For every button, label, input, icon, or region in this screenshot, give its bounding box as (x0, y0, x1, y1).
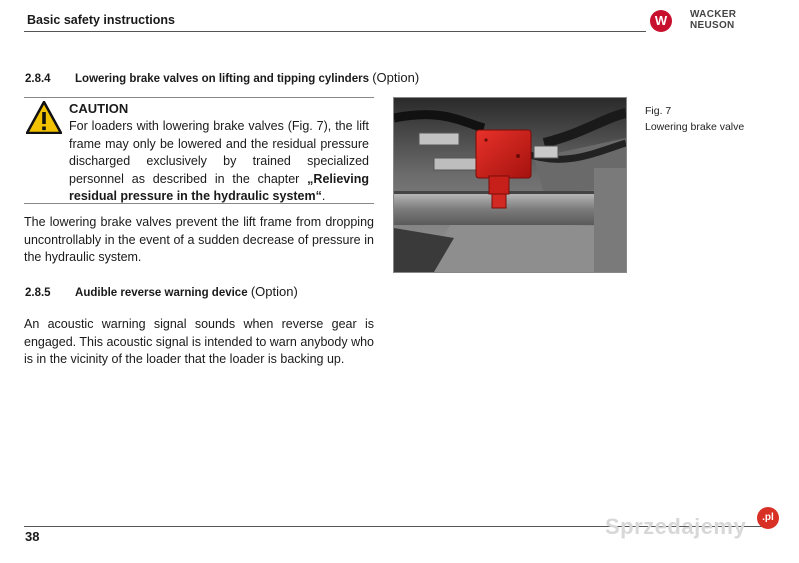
section-number: 2.8.4 (25, 73, 51, 85)
page-header-title: Basic safety instructions (27, 13, 175, 27)
figure-caption (645, 103, 744, 135)
paragraph-lowering-brake-valves: The lowering brake valves prevent the lift frame from dropping uncontrollably in the event of a sudden decrease of pressure in the hydraulic system. (24, 215, 374, 264)
caution-text: For loaders with lowering brake valves (Fig. 7), the lift frame may only be lowered and the residual pressure discharged exclusively by trained specialized personnel as described in the chapter „Relieving residual pressure in the hydraulic system“. (69, 119, 369, 203)
page-number: 38 (25, 529, 40, 544)
section-option: (Option) (372, 70, 420, 85)
section-2-8-5-heading (25, 283, 298, 301)
caution-bottom-divider (24, 203, 374, 204)
paragraph-reverse-warning: An acoustic warning signal sounds when reverse gear is engaged. This acoustic signal is intended to warn anybody who is in the vicinity of the loader that the loader is backing up. (24, 317, 374, 366)
header-divider (24, 31, 646, 32)
section-title: Lowering brake valves on lifting and tipping cylinders (75, 73, 369, 85)
figure-number: Fig. 7 (645, 105, 672, 117)
warning-triangle-icon (26, 101, 62, 134)
hydraulic-valve-illustration (394, 98, 626, 272)
section-option: (Option) (250, 284, 298, 299)
section-2-8-4-heading (25, 69, 419, 87)
logo-line-1: WACKER (690, 9, 737, 20)
caution-heading: CAUTION (69, 101, 129, 116)
section-title: Audible reverse warning device (75, 287, 248, 299)
watermark-badge: .pl (757, 507, 779, 529)
watermark-text: Sprzedajemy (605, 514, 747, 539)
figure-lowering-brake-valve-photo (393, 97, 627, 273)
section-number: 2.8.5 (25, 287, 51, 299)
logo-line-2: NEUSON (690, 19, 735, 31)
caution-chapter-reference: „Relieving residual pressure in the hydraulic system“ (69, 171, 369, 203)
caution-top-divider (24, 97, 374, 98)
logo-w-icon: W (650, 10, 672, 32)
figure-caption-text: Lowering brake valve (645, 121, 745, 133)
wacker-neuson-logo (650, 8, 746, 34)
